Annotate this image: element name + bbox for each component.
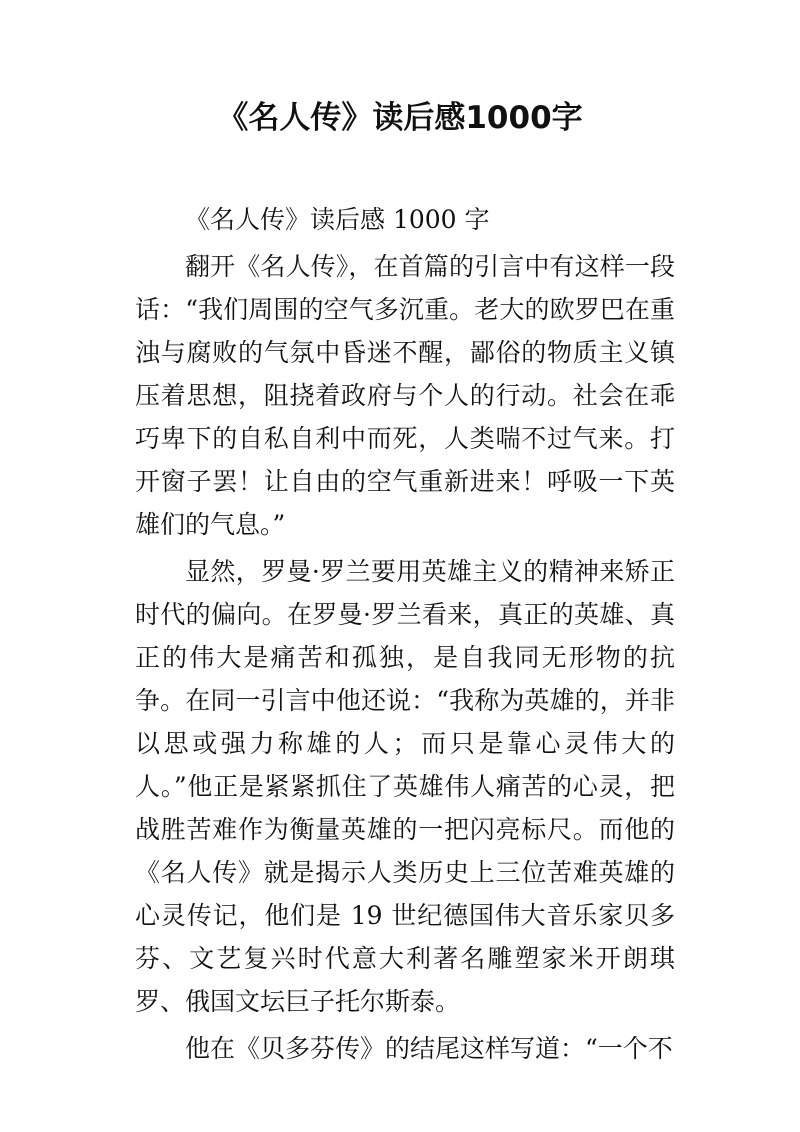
document-body (135, 198, 675, 1070)
paragraph-1: 翻开《名人传》，在首篇的引言中有这样一段话：“我们周围的空气多沉重。老大的欧罗巴在重浊与腐败的气氛中昏迷不醒，鄙俗的物质主义镇压着思想，阻挠着政府与个人的行动。社会在乖巧卑下的自私自利中而死，人类喘不过气来。打开窗子罢！让自由的空气重新进来！呼吸一下英雄们的气息。” (135, 252, 675, 539)
paragraph-2: 显然，罗曼·罗兰要用英雄主义的精神来矫正时代的偏向。在罗曼·罗兰看来，真正的英雄、真正的伟大是痛苦和孤独，是自我同无形物的抗争。在同一引言中他还说：“我称为英雄的，并非以思或强力称雄的人；而只是靠心灵伟大的人。”他正是紧紧抓住了英雄伟人痛苦的心灵，把战胜苦难作为衡量英雄的一把闪亮标尺。而他的《名人传》就是揭示人类历史上三位苦难英雄的心灵传记，他们是 19 世纪德国伟大音乐家贝多芬、文艺复兴时代意大利著名雕塑家米开朗琪罗、俄国文坛巨子托尔斯泰。 (135, 557, 675, 1016)
page-title: 《名人传》读后感1000字 (217, 100, 583, 136)
paragraph-3: 他在《贝多芬传》的结尾这样写道：“一个不 (185, 1034, 673, 1063)
document-subtitle: 《名人传》读后感 1000 字 (185, 205, 490, 234)
